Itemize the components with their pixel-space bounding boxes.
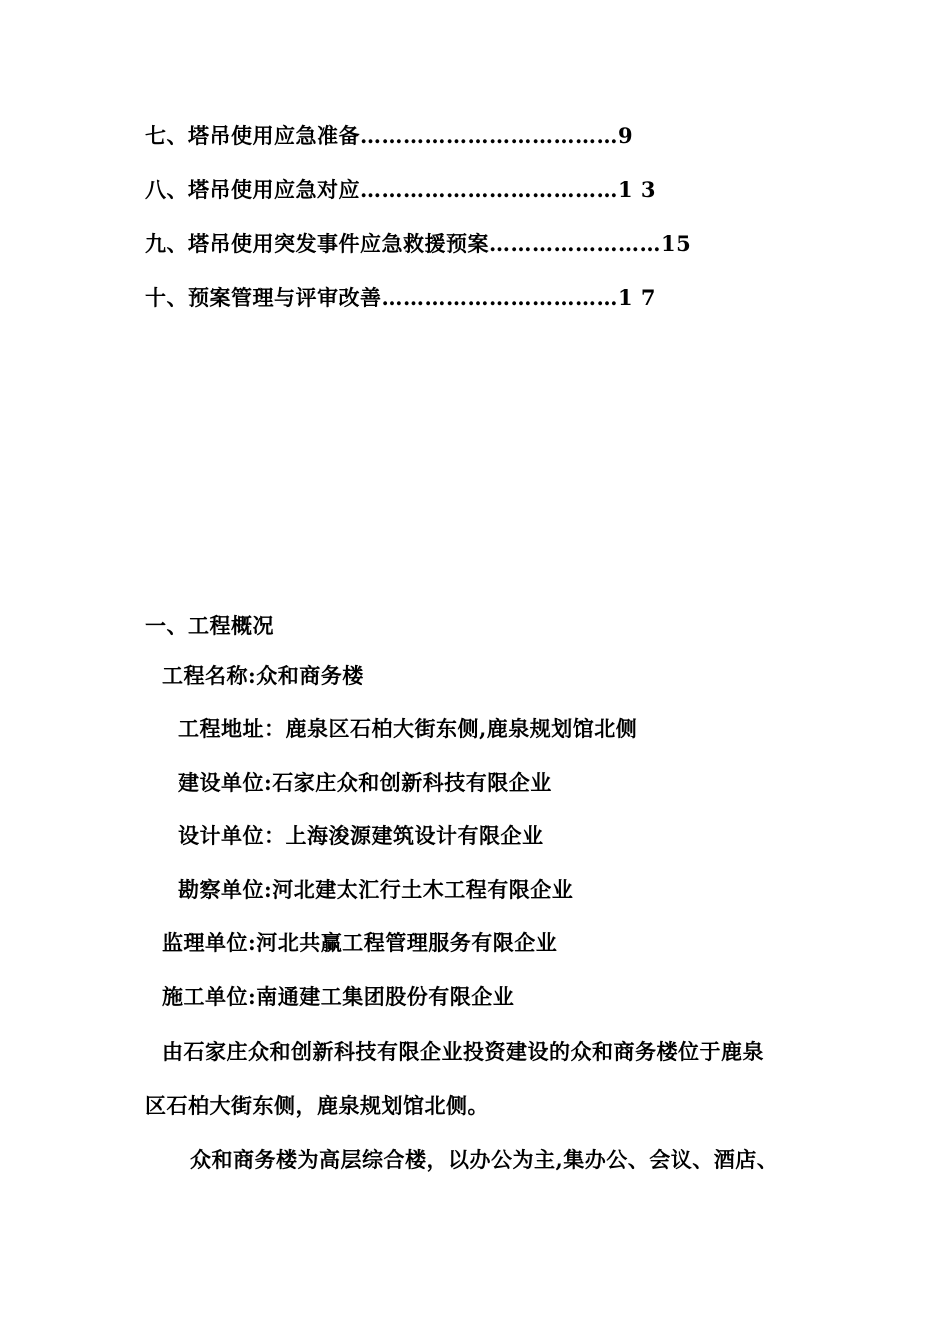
- toc-item: 七、塔吊使用应急准备………………………………9: [145, 123, 634, 148]
- project-name: 工程名称:众和商务楼: [162, 663, 364, 688]
- contractor-unit: 施工单位:南通建工集团股份有限企业: [162, 984, 515, 1009]
- paragraph-line: 区石柏大街东侧，鹿泉规划馆北侧。: [145, 1093, 489, 1118]
- toc-item: 十、预案管理与评审改善……………………………1 7: [145, 285, 657, 310]
- survey-unit: 勘察单位:河北建太汇行土木工程有限企业: [178, 877, 574, 902]
- paragraph-line: 由石家庄众和创新科技有限企业投资建设的众和商务楼位于鹿泉: [162, 1039, 764, 1064]
- section-heading: 一、工程概况: [145, 613, 274, 638]
- paragraph-line: 众和商务楼为高层综合楼，以办公为主,集办公、会议、酒店、: [190, 1147, 779, 1172]
- toc-item: 八、塔吊使用应急对应………………………………1 3: [145, 177, 657, 202]
- design-unit: 设计单位：上海浚源建筑设计有限企业: [178, 823, 544, 848]
- construction-unit: 建设单位:石家庄众和创新科技有限企业: [178, 770, 552, 795]
- toc-item: 九、塔吊使用突发事件应急救援预案……………………15: [145, 231, 692, 256]
- supervision-unit: 监理单位:河北共赢工程管理服务有限企业: [162, 930, 558, 955]
- project-address: 工程地址：鹿泉区石柏大街东侧,鹿泉规划馆北侧: [178, 716, 638, 741]
